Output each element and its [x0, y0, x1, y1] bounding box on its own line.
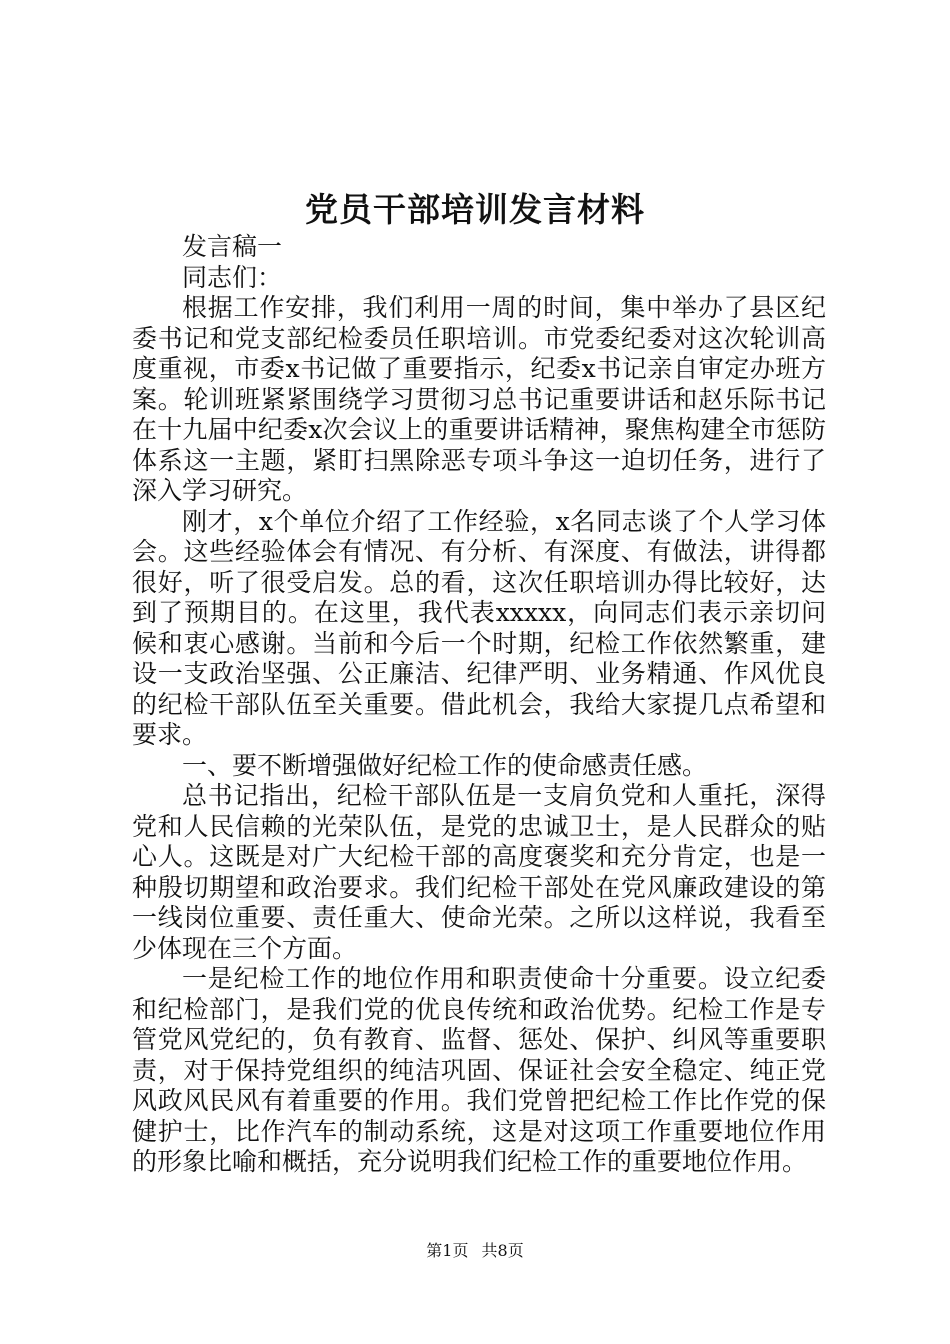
document-body: [132, 232, 826, 1178]
paragraph-salutation: 同志们：: [182, 262, 283, 292]
section-heading: 一、要不断增强做好纪检工作的使命感责任感。: [182, 750, 708, 780]
paragraph: 一是纪检工作的地位作用和职责使命十分重要。设立纪委和纪检部门，是我们党的优良传统和政治优势。纪检工作是专管党风党纪的，负有教育、监督、惩处、保护、纠风等重要职责，对于保持党组织的纯洁巩固、保证社会安全稳定、纯正党风政风民风有着重要的作用。我们党曾把纪检工作比作党的保健护士，比作汽车的制动系统，这是对这项工作重要地位作用的形象比喻和概括，充分说明我们纪检工作的重要地位作用。: [132, 964, 826, 1176]
page-footer: [0, 1240, 950, 1262]
page-total: 共8页: [481, 1241, 524, 1260]
page-number: 第1页: [426, 1241, 469, 1260]
paragraph: 刚才，x个单位介绍了工作经验，x名同志谈了个人学习体会。这些经验体会有情况、有分析、有深度、有做法，讲得都很好，听了很受启发。总的看，这次任职培训办得比较好，达到了预期目的。在这里，我代表xxxxx，向同志们表示亲切问候和衷心感谢。当前和今后一个时期，纪检工作依然繁重，建设一支政治坚强、公正廉洁、纪律严明、业务精通、作风优良的纪检干部队伍至关重要。借此机会，我给大家提几点希望和要求。: [132, 506, 826, 749]
paragraph-greeting-label: 发言稿一: [182, 232, 283, 261]
paragraph: 根据工作安排，我们利用一周的时间，集中举办了县区纪委书记和党支部纪检委员任职培训。市党委纪委对这次轮训高度重视，市委x书记做了重要指示，纪委x书记亲自审定办班方案。轮训班紧紧围绕学习贯彻习总书记重要讲话和赵乐际书记在十九届中纪委x次会议上的重要讲话精神，聚焦构建全市惩防体系这一主题，紧盯扫黑除恶专项斗争这一迫切任务，进行了深入学习研究。: [132, 293, 826, 505]
paragraph: 总书记指出，纪检干部队伍是一支肩负党和人重托，深得党和人民信赖的光荣队伍，是党的忠诚卫士，是人民群众的贴心人。这既是对广大纪检干部的高度褒奖和充分肯定，也是一种殷切期望和政治要求。我们纪检干部处在党风廉政建设的第一线岗位重要、责任重大、使命光荣。之所以这样说，我看至少体现在三个方面。: [132, 781, 826, 963]
document-title: 党员干部培训发言材料: [305, 190, 645, 229]
